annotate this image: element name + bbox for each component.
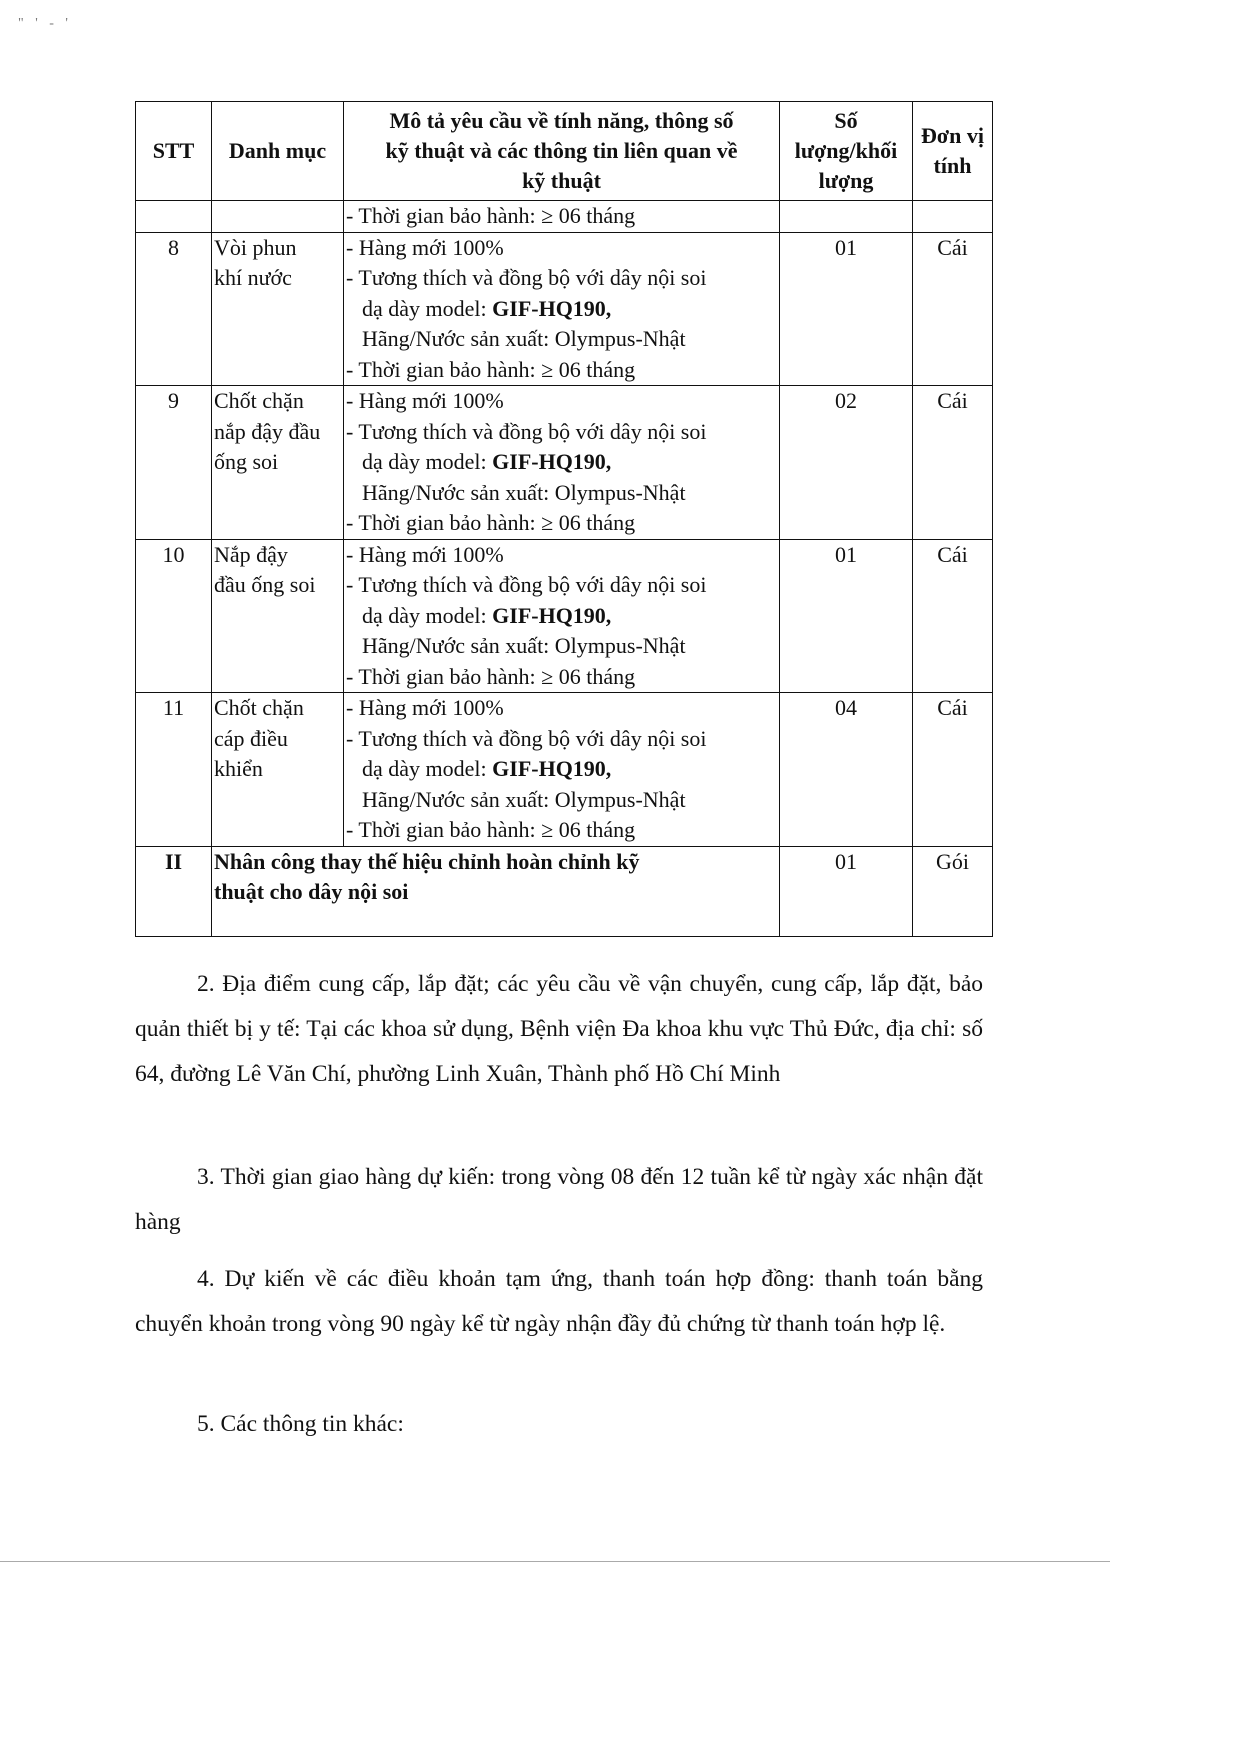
paragraph-payment-terms: 4. Dự kiến về các điều khoản tạm ứng, thanh toán hợp đồng: thanh toán bằng chuyển khoản trong vòng 90 ngày kể từ ngày nhận đầy đủ chứng từ thanh toán hợp lệ. [135, 1266, 983, 1337]
category-line: ống soi [214, 449, 279, 474]
description-line: - Thời gian bảo hành: ≥ 06 tháng [346, 203, 636, 228]
cell-category [212, 693, 344, 847]
header-unit-line: Đơn vị [921, 123, 984, 148]
cell-description [344, 539, 780, 693]
model-label: dạ dày model: [362, 295, 493, 321]
header-quantity-line: lượng [818, 168, 874, 193]
description-line: - Hàng mới 100% [346, 388, 504, 413]
cell-quantity: 01 [780, 846, 913, 936]
category-line: khiển [214, 756, 263, 781]
model-code: GIF-HQ190, [492, 602, 612, 628]
category-line: Chốt chặn [214, 695, 304, 720]
description-line: Hãng/Nước sản xuất: Olympus-Nhật [362, 326, 686, 351]
description-line: - Hàng mới 100% [346, 695, 504, 720]
description-line: Hãng/Nước sản xuất: Olympus-Nhật [362, 633, 686, 658]
category-line: đầu ống soi [214, 572, 316, 597]
cell-quantity: 01 [780, 539, 913, 693]
model-label: dạ dày model: [362, 756, 493, 781]
model-code: GIF-HQ190, [492, 449, 612, 474]
cell-category [212, 539, 344, 693]
cell-quantity: 01 [780, 232, 913, 386]
model-label: dạ dày model: [362, 602, 493, 628]
paragraph-other-info: 5. Các thông tin khác: [197, 1411, 404, 1437]
cell-unit: Cái [913, 693, 993, 847]
cell-stt: 10 [136, 539, 212, 693]
description-line: - Tương thích và đồng bộ với dây nội soi [346, 725, 707, 751]
description-line [346, 601, 777, 632]
paragraph-delivery-time: 3. Thời gian giao hàng dự kiến: trong vòng 08 đến 12 tuần kể từ ngày xác nhận đặt hàng [135, 1164, 983, 1235]
category-line: Nắp đậy [214, 541, 288, 567]
cell-description [344, 201, 780, 233]
section-name-line: Nhân công thay thế hiệu chỉnh hoàn chỉnh kỹ [214, 848, 640, 874]
description-line: - Hàng mới 100% [346, 234, 504, 260]
model-code: GIF-HQ190, [492, 295, 612, 321]
cell-category [212, 232, 344, 386]
header-quantity [780, 102, 913, 201]
description-line: - Thời gian bảo hành: ≥ 06 tháng [346, 510, 636, 535]
description-line: - Thời gian bảo hành: ≥ 06 tháng [346, 356, 636, 382]
description-line: - Tương thích và đồng bộ với dây nội soi [346, 418, 707, 444]
description-line: - Thời gian bảo hành: ≥ 06 tháng [346, 817, 636, 842]
description-line [346, 754, 777, 785]
bottom-edge-line [0, 1561, 1110, 1562]
cell-description [344, 232, 780, 386]
header-description-line: kỹ thuật [522, 168, 601, 193]
description-line: - Hàng mới 100% [346, 541, 504, 567]
cell-quantity [780, 201, 913, 233]
description-line: - Tương thích và đồng bộ với dây nội soi [346, 572, 707, 597]
table-section-row [136, 846, 993, 936]
header-unit-line: tính [933, 153, 972, 178]
cell-description [344, 386, 780, 540]
cell-quantity: 02 [780, 386, 913, 540]
cell-unit: Cái [913, 232, 993, 386]
description-line [346, 447, 777, 478]
description-line: Hãng/Nước sản xuất: Olympus-Nhật [362, 786, 686, 812]
header-description-line: Mô tả yêu cầu về tính năng, thông số [389, 108, 734, 133]
category-line: Chốt chặn [214, 388, 304, 413]
header-quantity-line: Số [834, 108, 858, 133]
paragraph-delivery-location: 2. Địa điểm cung cấp, lắp đặt; các yêu cầu về vận chuyển, cung cấp, lắp đặt, bảo quản thiết bị y tế: Tại các khoa sử dụng, Bệnh viện Đa khoa khu vực Thủ Đức, địa chỉ: số 64, đường Lê Văn Chí, phường Linh Xuân, Thành phố Hồ Chí Minh [135, 971, 983, 1087]
description-line: Hãng/Nước sản xuất: Olympus-Nhật [362, 479, 686, 505]
cell-unit [913, 201, 993, 233]
header-stt: STT [136, 102, 212, 201]
cell-stt: 9 [136, 386, 212, 540]
cell-stt: 11 [136, 693, 212, 847]
description-line: - Thời gian bảo hành: ≥ 06 tháng [346, 663, 636, 689]
header-quantity-line: lượng/khối [794, 138, 898, 163]
category-line: Vòi phun [214, 234, 297, 260]
header-description-line: kỹ thuật và các thông tin liên quan về [385, 138, 738, 163]
header-description [344, 102, 780, 201]
description-line [346, 294, 777, 325]
section-name-line: thuật cho dây nội soi [214, 879, 409, 904]
cell-stt: 8 [136, 232, 212, 386]
cell-category [212, 386, 344, 540]
model-label: dạ dày model: [362, 449, 493, 474]
cell-unit: Cái [913, 386, 993, 540]
description-line: - Tương thích và đồng bộ với dây nội soi [346, 265, 707, 290]
table-row [136, 693, 993, 847]
table-header-row [136, 102, 993, 201]
cell-description [344, 693, 780, 847]
cell-section-name [212, 846, 780, 936]
cell-unit: Gói [913, 846, 993, 936]
cell-quantity: 04 [780, 693, 913, 847]
scan-corner-mark: " ' - ' [18, 16, 72, 31]
header-unit [913, 102, 993, 201]
model-code: GIF-HQ190, [492, 756, 612, 781]
category-line: cáp điều [214, 725, 288, 751]
table-row-continuation [136, 201, 993, 233]
category-line: khí nước [214, 265, 292, 290]
header-category: Danh mục [212, 102, 344, 201]
table-row [136, 386, 993, 540]
category-line: nắp đậy đầu [214, 418, 321, 444]
cell-unit: Cái [913, 539, 993, 693]
specification-table [135, 101, 993, 937]
table-row [136, 539, 993, 693]
cell-category [212, 201, 344, 233]
cell-stt [136, 201, 212, 233]
table-row [136, 232, 993, 386]
cell-stt: II [136, 846, 212, 936]
